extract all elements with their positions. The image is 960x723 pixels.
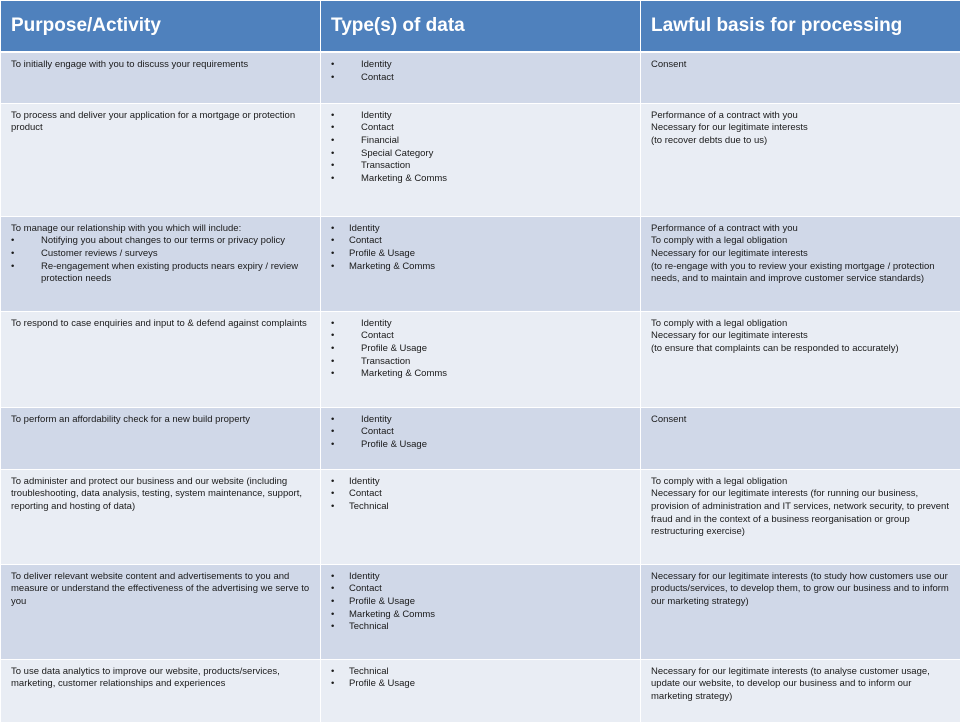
bullet-icon: •: [331, 439, 361, 452]
data-type-item: [331, 110, 632, 123]
data-type-item: [331, 343, 632, 356]
data-type-text: Contact: [349, 235, 382, 248]
lawful-basis-text: Necessary for our legitimate interests (to study how customers use our products/services, to develop them, to grow our business and to inform our marketing strategy): [651, 571, 952, 609]
header-lawful-basis: Lawful basis for processing: [641, 1, 960, 53]
purpose-cell: [1, 407, 321, 469]
purpose-cell: [1, 311, 321, 407]
table-row: [1, 407, 960, 469]
bullet-icon: •: [331, 476, 349, 489]
bullet-icon: •: [331, 666, 349, 679]
data-type-text: Identity: [349, 223, 380, 236]
lawful-basis-text: Performance of a contract with you: [651, 223, 952, 236]
lawful-basis-text: To comply with a legal obligation: [651, 318, 952, 331]
bullet-icon: •: [331, 173, 361, 186]
lawful-basis-text: (to recover debts due to us): [651, 135, 952, 148]
data-type-item: [331, 59, 632, 72]
bullet-icon: •: [331, 501, 349, 514]
purpose-bullet-text: Notifying you about changes to our terms or privacy policy: [41, 235, 312, 248]
bullet-icon: •: [331, 235, 349, 248]
lawful-basis-cell: [641, 52, 960, 103]
lawful-basis-text: Consent: [651, 414, 952, 427]
data-type-item: [331, 235, 632, 248]
table-row: [1, 103, 960, 216]
bullet-icon: •: [331, 59, 361, 72]
data-type-text: Identity: [349, 476, 380, 489]
bullet-icon: •: [331, 261, 349, 274]
bullet-icon: •: [11, 248, 41, 261]
lawful-basis-text: Necessary for our legitimate interests (to analyse customer usage, update our website, to develop our business and to inform our marketing strategy): [651, 666, 952, 704]
lawful-basis-text: To comply with a legal obligation: [651, 476, 952, 489]
lawful-basis-text: Necessary for our legitimate interests: [651, 122, 952, 135]
data-type-text: Marketing & Comms: [361, 173, 447, 186]
table-row: [1, 564, 960, 659]
data-type-text: Identity: [361, 110, 392, 123]
purpose-text: To initially engage with you to discuss your requirements: [11, 59, 312, 72]
bullet-icon: •: [331, 488, 349, 501]
data-type-item: [331, 621, 632, 634]
header-purpose: Purpose/Activity: [1, 1, 321, 53]
data-type-text: Profile & Usage: [349, 248, 415, 261]
bullet-icon: •: [11, 261, 41, 286]
bullet-icon: •: [331, 148, 361, 161]
data-type-text: Contact: [361, 122, 394, 135]
data-types-cell: [321, 52, 641, 103]
purpose-bullet-item: [11, 248, 312, 261]
purpose-text: To respond to case enquiries and input to & defend against complaints: [11, 318, 312, 331]
data-type-item: [331, 72, 632, 85]
data-type-item: [331, 414, 632, 427]
lawful-basis-text: (to re-engage with you to review your existing mortgage / protection needs, and to maintain and improve customer service standards): [651, 261, 952, 286]
purpose-text: To use data analytics to improve our website, products/services, marketing, customer relationships and experiences: [11, 666, 312, 691]
data-type-text: Marketing & Comms: [349, 609, 435, 622]
data-type-text: Marketing & Comms: [361, 368, 447, 381]
lawful-basis-cell: [641, 311, 960, 407]
data-type-text: Marketing & Comms: [349, 261, 435, 274]
header-row: [1, 1, 960, 53]
data-type-item: [331, 148, 632, 161]
bullet-icon: •: [331, 609, 349, 622]
lawful-basis-cell: [641, 103, 960, 216]
purpose-cell: [1, 564, 321, 659]
data-type-item: [331, 135, 632, 148]
purpose-bullet-item: [11, 261, 312, 286]
bullet-icon: •: [331, 343, 361, 356]
bullet-icon: •: [331, 72, 361, 85]
data-types-cell: [321, 311, 641, 407]
data-type-item: [331, 261, 632, 274]
purpose-cell: [1, 103, 321, 216]
purpose-text: To administer and protect our business and our website (including troubleshooting, data analysis, testing, system maintenance, support, reporting and hosting of data): [11, 476, 312, 514]
lawful-basis-text: Necessary for our legitimate interests: [651, 330, 952, 343]
bullet-icon: •: [331, 426, 361, 439]
bullet-icon: •: [331, 248, 349, 261]
data-type-text: Profile & Usage: [361, 343, 427, 356]
data-types-cell: [321, 659, 641, 722]
bullet-icon: •: [11, 235, 41, 248]
data-type-text: Contact: [361, 330, 394, 343]
purpose-text: To process and deliver your application for a mortgage or protection product: [11, 110, 312, 135]
lawful-basis-cell: [641, 407, 960, 469]
data-type-item: [331, 160, 632, 173]
purpose-bullet-text: Re-engagement when existing products nears expiry / review protection needs: [41, 261, 312, 286]
data-type-item: [331, 501, 632, 514]
data-type-item: [331, 368, 632, 381]
bullet-icon: •: [331, 571, 349, 584]
data-type-text: Transaction: [361, 356, 410, 369]
data-type-text: Profile & Usage: [361, 439, 427, 452]
data-type-item: [331, 678, 632, 691]
purpose-cell: [1, 52, 321, 103]
data-type-text: Contact: [349, 583, 382, 596]
data-type-item: [331, 596, 632, 609]
bullet-icon: •: [331, 318, 361, 331]
data-types-cell: [321, 103, 641, 216]
lawful-basis-text: Performance of a contract with you: [651, 110, 952, 123]
data-type-item: [331, 583, 632, 596]
data-type-item: [331, 439, 632, 452]
data-type-text: Contact: [361, 72, 394, 85]
bullet-icon: •: [331, 223, 349, 236]
bullet-icon: •: [331, 122, 361, 135]
data-type-text: Identity: [361, 318, 392, 331]
data-type-text: Profile & Usage: [349, 596, 415, 609]
bullet-icon: •: [331, 160, 361, 173]
data-types-cell: [321, 216, 641, 311]
bullet-icon: •: [331, 414, 361, 427]
data-types-cell: [321, 564, 641, 659]
data-type-text: Identity: [361, 414, 392, 427]
data-type-text: Contact: [349, 488, 382, 501]
lawful-basis-cell: [641, 659, 960, 722]
table-row: [1, 52, 960, 103]
lawful-basis-text: (to ensure that complaints can be responded to accurately): [651, 343, 952, 356]
lawful-basis-text: Consent: [651, 59, 952, 72]
data-type-item: [331, 248, 632, 261]
purpose-cell: [1, 659, 321, 722]
data-type-text: Technical: [349, 501, 389, 514]
data-type-text: Technical: [349, 666, 389, 679]
purpose-cell: [1, 216, 321, 311]
bullet-icon: •: [331, 583, 349, 596]
lawful-basis-text: To comply with a legal obligation: [651, 235, 952, 248]
data-type-item: [331, 666, 632, 679]
data-type-text: Special Category: [361, 148, 433, 161]
purpose-text: To deliver relevant website content and advertisements to you and measure or understand the effectiveness of the advertising we serve to you: [11, 571, 312, 609]
data-type-item: [331, 173, 632, 186]
bullet-icon: •: [331, 356, 361, 369]
data-type-text: Financial: [361, 135, 399, 148]
header-data-types: Type(s) of data: [321, 1, 641, 53]
data-type-item: [331, 122, 632, 135]
data-types-cell: [321, 407, 641, 469]
lawful-basis-text: Necessary for our legitimate interests: [651, 248, 952, 261]
data-type-item: [331, 476, 632, 489]
data-type-text: Profile & Usage: [349, 678, 415, 691]
lawful-basis-cell: [641, 469, 960, 564]
lawful-basis-text: Necessary for our legitimate interests (for running our business, provision of administration and IT services, network security, to prevent fraud and in the context of a business reorganisation or group restructuring exercise): [651, 488, 952, 539]
data-type-item: [331, 571, 632, 584]
purpose-bullet-text: Customer reviews / surveys: [41, 248, 312, 261]
data-type-item: [331, 223, 632, 236]
bullet-icon: •: [331, 135, 361, 148]
data-types-cell: [321, 469, 641, 564]
purpose-text: To manage our relationship with you which will include:: [11, 223, 312, 236]
lawful-basis-cell: [641, 564, 960, 659]
data-type-item: [331, 609, 632, 622]
table-row: [1, 469, 960, 564]
bullet-icon: •: [331, 678, 349, 691]
purpose-cell: [1, 469, 321, 564]
bullet-icon: •: [331, 110, 361, 123]
bullet-icon: •: [331, 330, 361, 343]
table-row: [1, 311, 960, 407]
data-type-item: [331, 356, 632, 369]
bullet-icon: •: [331, 596, 349, 609]
bullet-icon: •: [331, 368, 361, 381]
purpose-text: To perform an affordability check for a new build property: [11, 414, 312, 427]
data-type-text: Identity: [361, 59, 392, 72]
table-row: [1, 659, 960, 722]
data-type-text: Transaction: [361, 160, 410, 173]
lawful-basis-cell: [641, 216, 960, 311]
table-row: [1, 216, 960, 311]
data-type-item: [331, 426, 632, 439]
data-type-text: Technical: [349, 621, 389, 634]
purpose-bullet-item: [11, 235, 312, 248]
data-type-item: [331, 488, 632, 501]
bullet-icon: •: [331, 621, 349, 634]
data-type-text: Contact: [361, 426, 394, 439]
data-type-item: [331, 330, 632, 343]
data-type-item: [331, 318, 632, 331]
data-type-text: Identity: [349, 571, 380, 584]
